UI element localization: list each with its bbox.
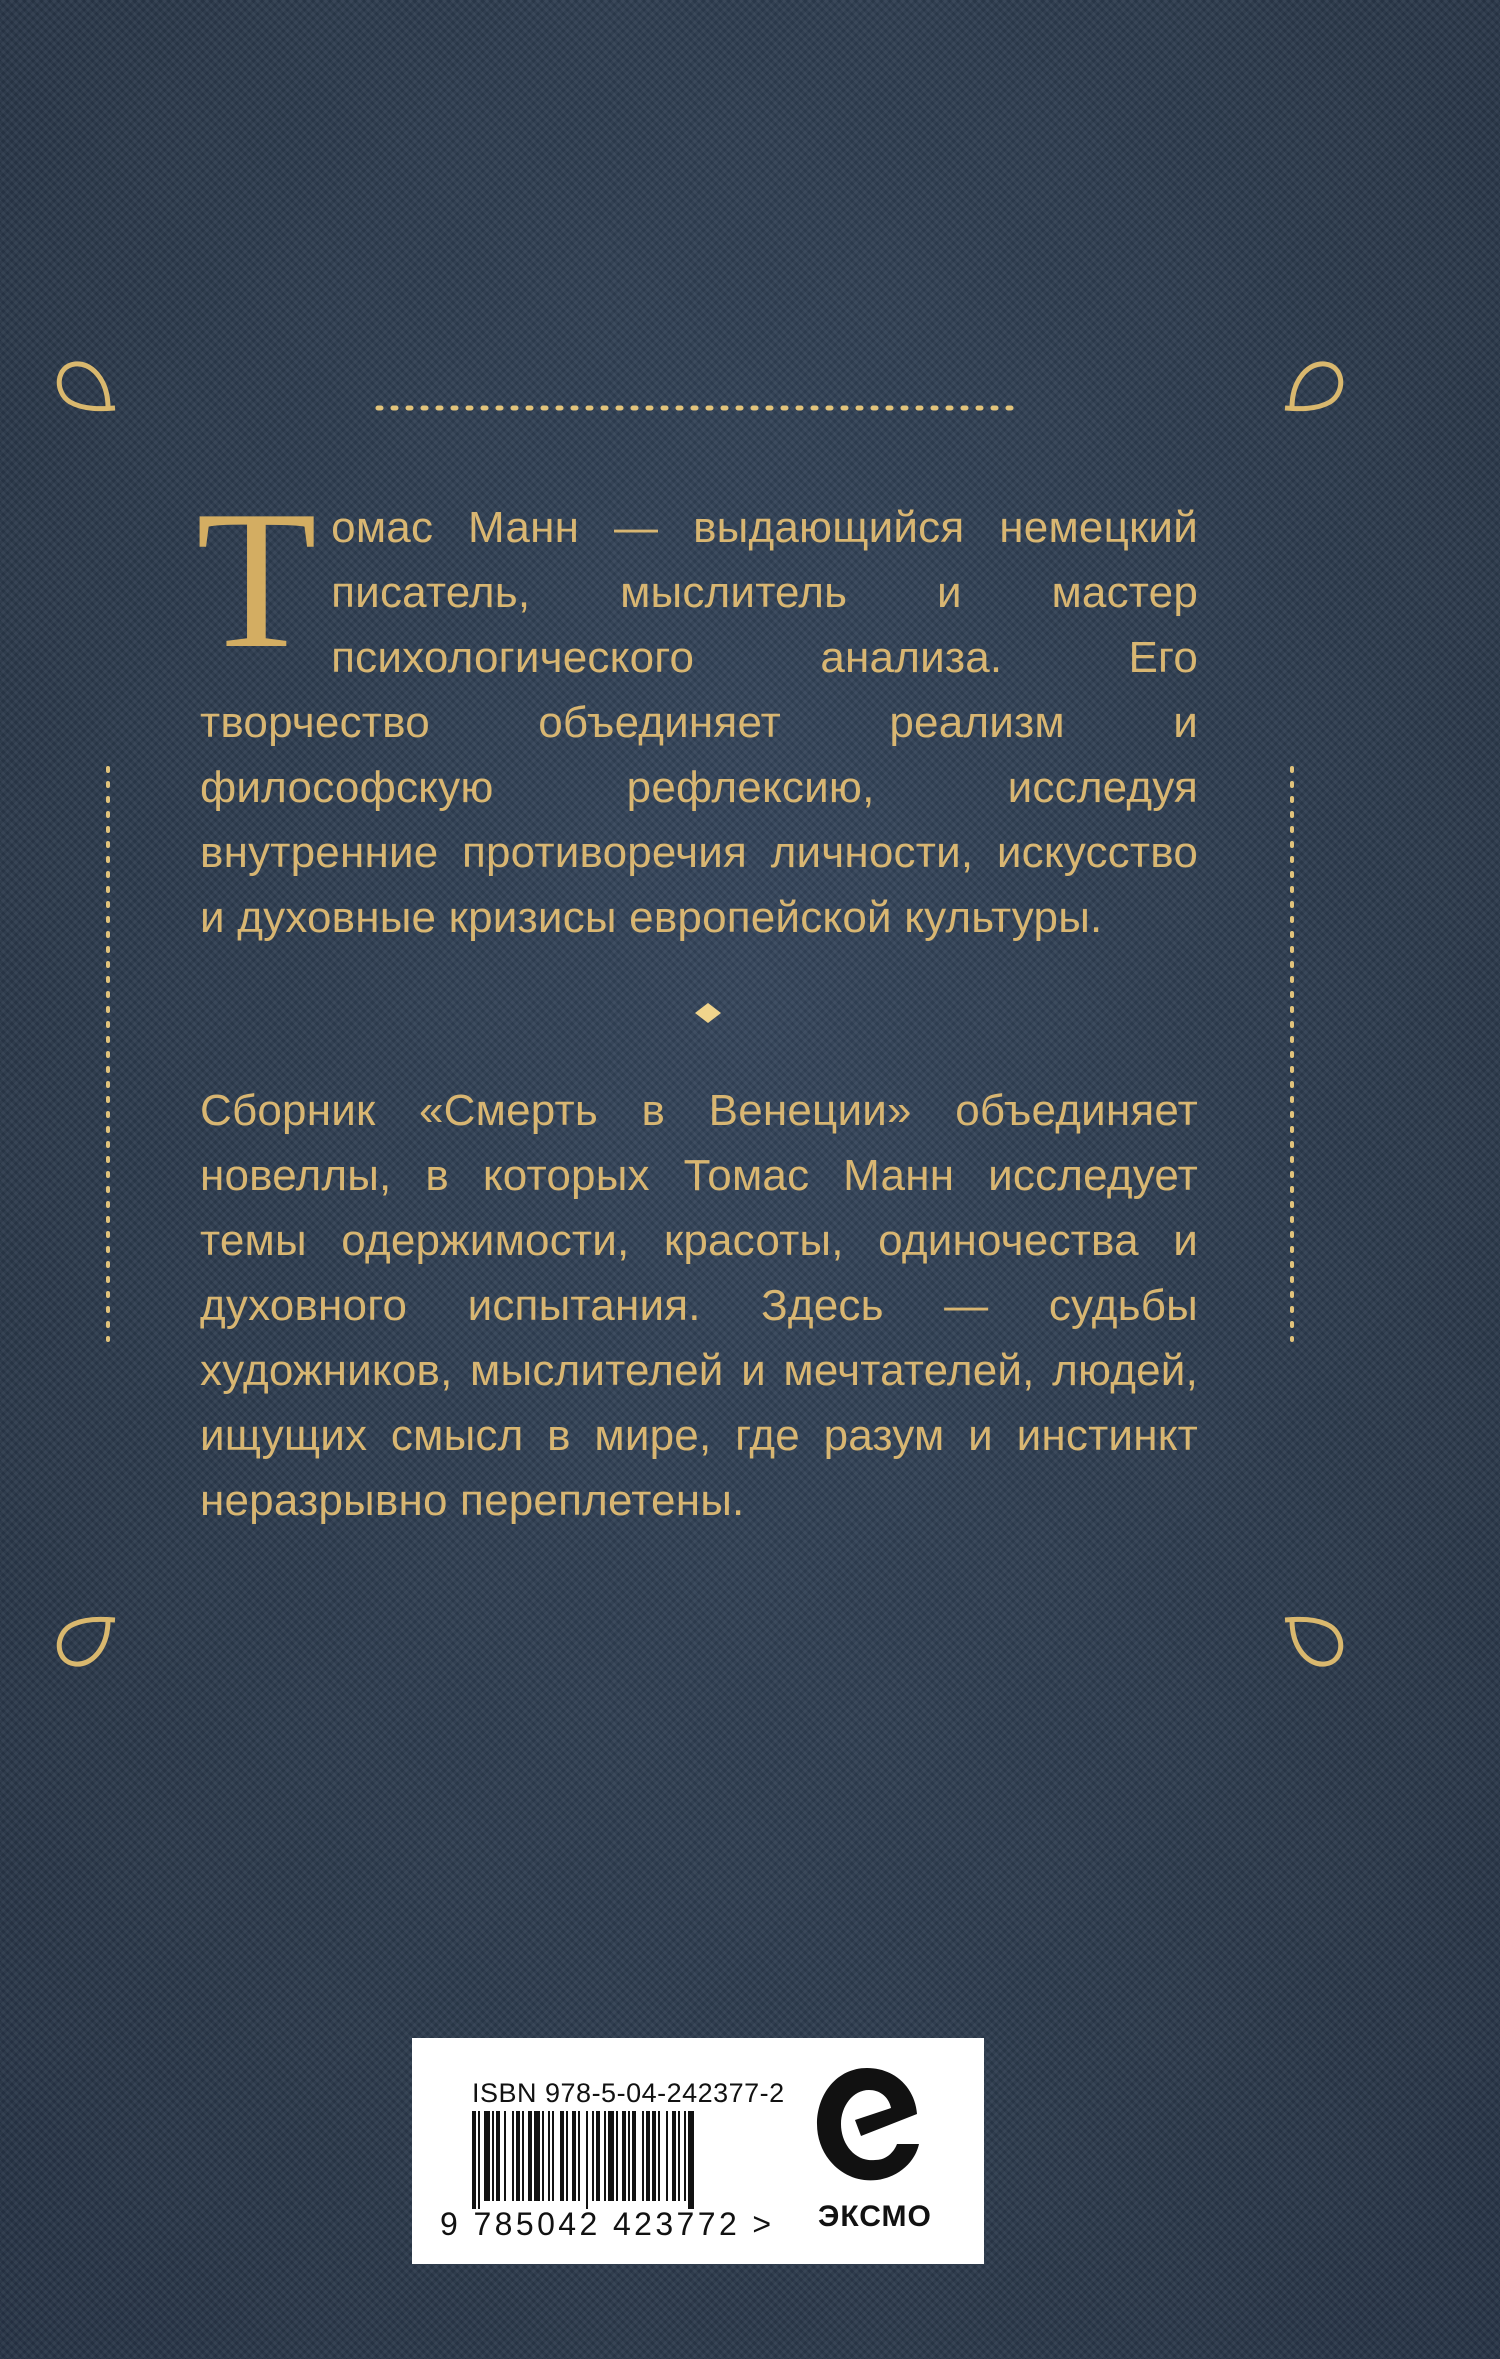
barcode-bar: [684, 2111, 686, 2201]
barcode-bar: [596, 2111, 600, 2201]
barcode-bar: [616, 2111, 618, 2201]
barcode-panel: [412, 2038, 984, 2264]
author-description: [196, 470, 1198, 950]
barcode-bar: [522, 2111, 524, 2201]
barcode-bar: [628, 2111, 630, 2201]
barcode-bar: [586, 2111, 588, 2209]
isbn-label: ISBN 978-5-04-242377-2: [472, 2078, 785, 2108]
barcode-bar: [560, 2111, 564, 2201]
barcode-bar: [472, 2111, 476, 2209]
book-description: [200, 1078, 1198, 1533]
barcode-bar: [542, 2111, 544, 2201]
barcode-bar: [512, 2111, 514, 2201]
eksmo-logo-icon: [807, 2062, 927, 2192]
barcode-bar: [478, 2111, 480, 2209]
barcode-bar: [652, 2111, 656, 2201]
barcode-bar: [484, 2111, 490, 2201]
barcode-digits: 9 785042 423772 >: [440, 2206, 775, 2242]
book-description-text: Сборник «Смерть в Венеции» объединяет новеллы, в которых Томас Манн исследует темы одержимости, красоты, одиночества и духовного испытания. Здесь — судьбы художников, мыслителей и мечтателей, людей, ищущих смысл в мире, где разум и инстинкт неразрывно переплетены.: [200, 1086, 1198, 1525]
author-description-text: омас Манн — выдающийся немецкий писатель, мыслитель и мастер психологического анализа. Его творчество объединяет реализм и философскую рефлексию, исследуя внутренние противоречия личности, искусство и духовные кризисы европейской культуры.: [200, 503, 1198, 942]
barcode-bar: [632, 2111, 636, 2201]
barcode-bar: [642, 2111, 644, 2201]
barcode-bar: [566, 2111, 568, 2201]
dropcap-letter: Т: [196, 470, 318, 689]
barcode-icon: [472, 2111, 762, 2209]
barcode-bar: [516, 2111, 520, 2201]
barcode-bar: [578, 2111, 580, 2201]
barcode-bar: [646, 2111, 650, 2201]
barcode-bar: [552, 2111, 554, 2201]
barcode-bar: [666, 2111, 668, 2201]
barcode-bar: [496, 2111, 500, 2201]
barcode-bar: [658, 2111, 660, 2201]
barcode-bar: [504, 2111, 506, 2201]
barcode-bar: [604, 2111, 606, 2201]
barcode-bar: [492, 2111, 494, 2201]
publisher-name: ЭКСМО: [818, 2200, 932, 2233]
barcode-bar: [572, 2111, 576, 2201]
barcode-bar: [688, 2111, 694, 2209]
barcode-bar: [548, 2111, 550, 2201]
barcode-bar: [622, 2111, 626, 2201]
barcode-bar: [608, 2111, 614, 2201]
barcode-bar: [528, 2111, 532, 2201]
divider-diamond-icon: [695, 1003, 721, 1023]
barcode-bar: [534, 2111, 540, 2201]
barcode-bar: [592, 2111, 594, 2201]
barcode-bar: [672, 2111, 676, 2201]
barcode-bar: [678, 2111, 680, 2201]
